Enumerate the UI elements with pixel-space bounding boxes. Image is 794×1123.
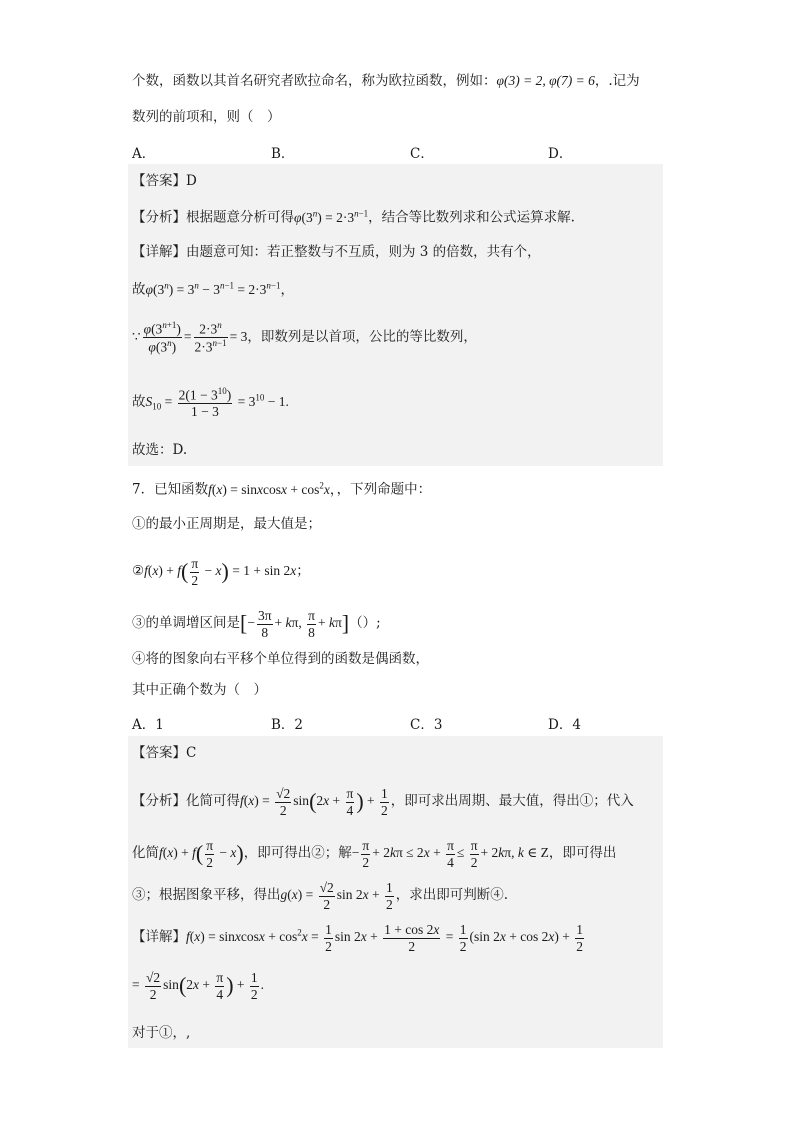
sol7-a2-head: 化简 [132, 845, 159, 862]
q6-option-d: D． [548, 146, 573, 162]
sol7-a1-head: 【分析】化简可得 [132, 793, 240, 810]
ratio-frac-2: $\frac{2\cdot 3^n}{2\cdot 3^{n-1}}$ [194, 320, 227, 355]
q7-stem-tail: ，下列命题中： [336, 481, 432, 498]
sol6-gu1: 故 [132, 281, 146, 298]
q7-stem-head: 7．已知函数 [132, 481, 209, 498]
sol6-choose: 故选：D. [132, 442, 188, 458]
q6-option-a: A． [132, 146, 156, 162]
sol6-phi-eq [132, 280, 294, 298]
q7-prop2-num: ② [132, 563, 145, 580]
phi-expansion: $\varphi(3^n) = 3^n - 3^{n-1} = 2\cdot 3^{n-1}$， [145, 280, 294, 297]
q6-line1-text: 个数，函数以其首名研究者欧拉命名，称为欧拉函数，例如： [132, 73, 497, 89]
q6-line2: 数列的前项和，则（ ） [132, 109, 281, 125]
sol6-ratio: ∵ $\frac{\varphi(3^{n+1})}{\varphi(3^n)}$ = $\frac{2\cdot 3^n}{2\cdot 3^{n-1}}$ = 3，即数列是以首项，公比的等比数列， [132, 320, 477, 355]
sol7-a3-head: ③；根据图象平移，得出 [132, 887, 281, 904]
sol7-detail [132, 922, 586, 954]
sol7-g: g(x) = $\frac{√2}{2}$ sin 2x + $\frac{1}{2}$ [280, 880, 393, 912]
ratio-frac-1: $\frac{\varphi(3^{n+1})}{\varphi(3^n)}$ [143, 320, 181, 355]
q7-prop2-expr: f(x) + f( $\frac{\pi}{2}$ − x) = 1 + sin 2x； [144, 556, 310, 588]
q7-option-b: B．2 [271, 717, 304, 733]
sol6-gu2: 故 [132, 393, 146, 410]
sol6-sum [132, 386, 289, 420]
sol7-a2-tail: ，即可得出 [548, 845, 617, 862]
sol6-analysis-tail: ，结合等比数列求和公式运算求解. [368, 209, 575, 226]
sol7-detail-head: 【详解】 [132, 929, 186, 946]
sol7-simplified: f(x) = $\frac{√2}{2}$ sin(2x + $\frac{\pi}{4}$ ) + $\frac{1}{2}$ [240, 786, 388, 818]
sol7-analysis-3 [132, 880, 508, 912]
sol7-final [132, 970, 264, 1002]
q6-line1-end: ，.记为 [594, 73, 640, 89]
sol7-final-expr: = $\frac{√2}{2}$ sin(2x + $\frac{\pi}{4}$ ) + $\frac{1}{2}$ . [132, 970, 265, 1002]
q7-function: f(x) = sinxcosx + $\cos^2x$， [208, 480, 337, 497]
euler-example: φ(3) = 2, φ(7) = 6 [496, 73, 595, 88]
sol7-a1-tail: ，即可求出周期、最大值，得出①；代入 [390, 793, 634, 810]
q7-interval: [− $\frac{3\pi}{8}$ + kπ, $\frac{\pi}{8}$ + kπ] [240, 608, 350, 640]
q7-prop3 [132, 608, 381, 640]
phi-formula: $\varphi(3^n) = 2\cdot 3^{n-1}$ [294, 208, 369, 225]
q7-prop2 [132, 556, 310, 588]
sol7-detail-expr: f(x) = sinxcosx + $\cos^2x$ = $\frac{1}{2}$ sin 2x + $\frac{1 + \cos 2x}{2}$ = $\frac{1}{2}$ (sin 2x + cos 2x) + $\frac{1}{2}$ [186, 922, 583, 954]
sum-formula: $S_{10}$ = $\frac{2(1 - 3^{10})}{1 - 3}$ = $3^{10} - 1$. [145, 386, 289, 420]
sol7-analysis-2 [132, 838, 616, 870]
q7-prop1: ①的最小正周期是，最大值是； [132, 516, 321, 532]
sol6-ratio-tail: ，即数列是以首项，公比的等比数列， [247, 329, 477, 346]
q7-count: 其中正确个数为（ ） [132, 682, 267, 698]
q7-option-d: D．4 [548, 717, 581, 733]
sol7-a2-mid: ，即可得出②；解 [243, 845, 352, 862]
sol6-analysis [132, 208, 575, 226]
q7-prop3-head: ③的单调增区间是 [132, 615, 240, 632]
sol7-answer: 【答案】C [132, 745, 197, 761]
q7-option-a: A．1 [132, 717, 164, 733]
q6-option-c: C． [410, 146, 434, 162]
sol7-inequality: − $\frac{\pi}{2}$ + 2kπ ≤ 2x + $\frac{\pi}{4}$ ≤ $\frac{\pi}{2}$ + 2kπ, k ∈ Z [351, 838, 549, 870]
sol6-detail: 【详解】由题意可知：若正整数与不互质，则为 3 的倍数，共有个， [132, 244, 541, 260]
q7-option-c: C．3 [410, 717, 443, 733]
sol7-for1: 对于①，, [132, 1025, 191, 1041]
sol7-analysis-1 [132, 786, 634, 818]
q6-line1 [132, 73, 640, 89]
q7-stem [132, 480, 431, 498]
sol6-analysis-head: 【分析】根据题意分析可得 [132, 209, 294, 226]
q7-prop3-tail: （）; [349, 615, 381, 632]
q7-prop4: ④将的图象向右平移个单位得到的函数是偶函数， [132, 651, 429, 667]
sol7-sum-expr: f(x) + f( $\frac{\pi}{2}$ − x) [159, 838, 244, 870]
sol7-a3-tail: ，求出即可判断④. [395, 887, 509, 904]
sol6-answer: 【答案】D [132, 173, 197, 189]
because-symbol: ∵ [132, 329, 141, 345]
q6-option-b: B． [271, 146, 295, 162]
